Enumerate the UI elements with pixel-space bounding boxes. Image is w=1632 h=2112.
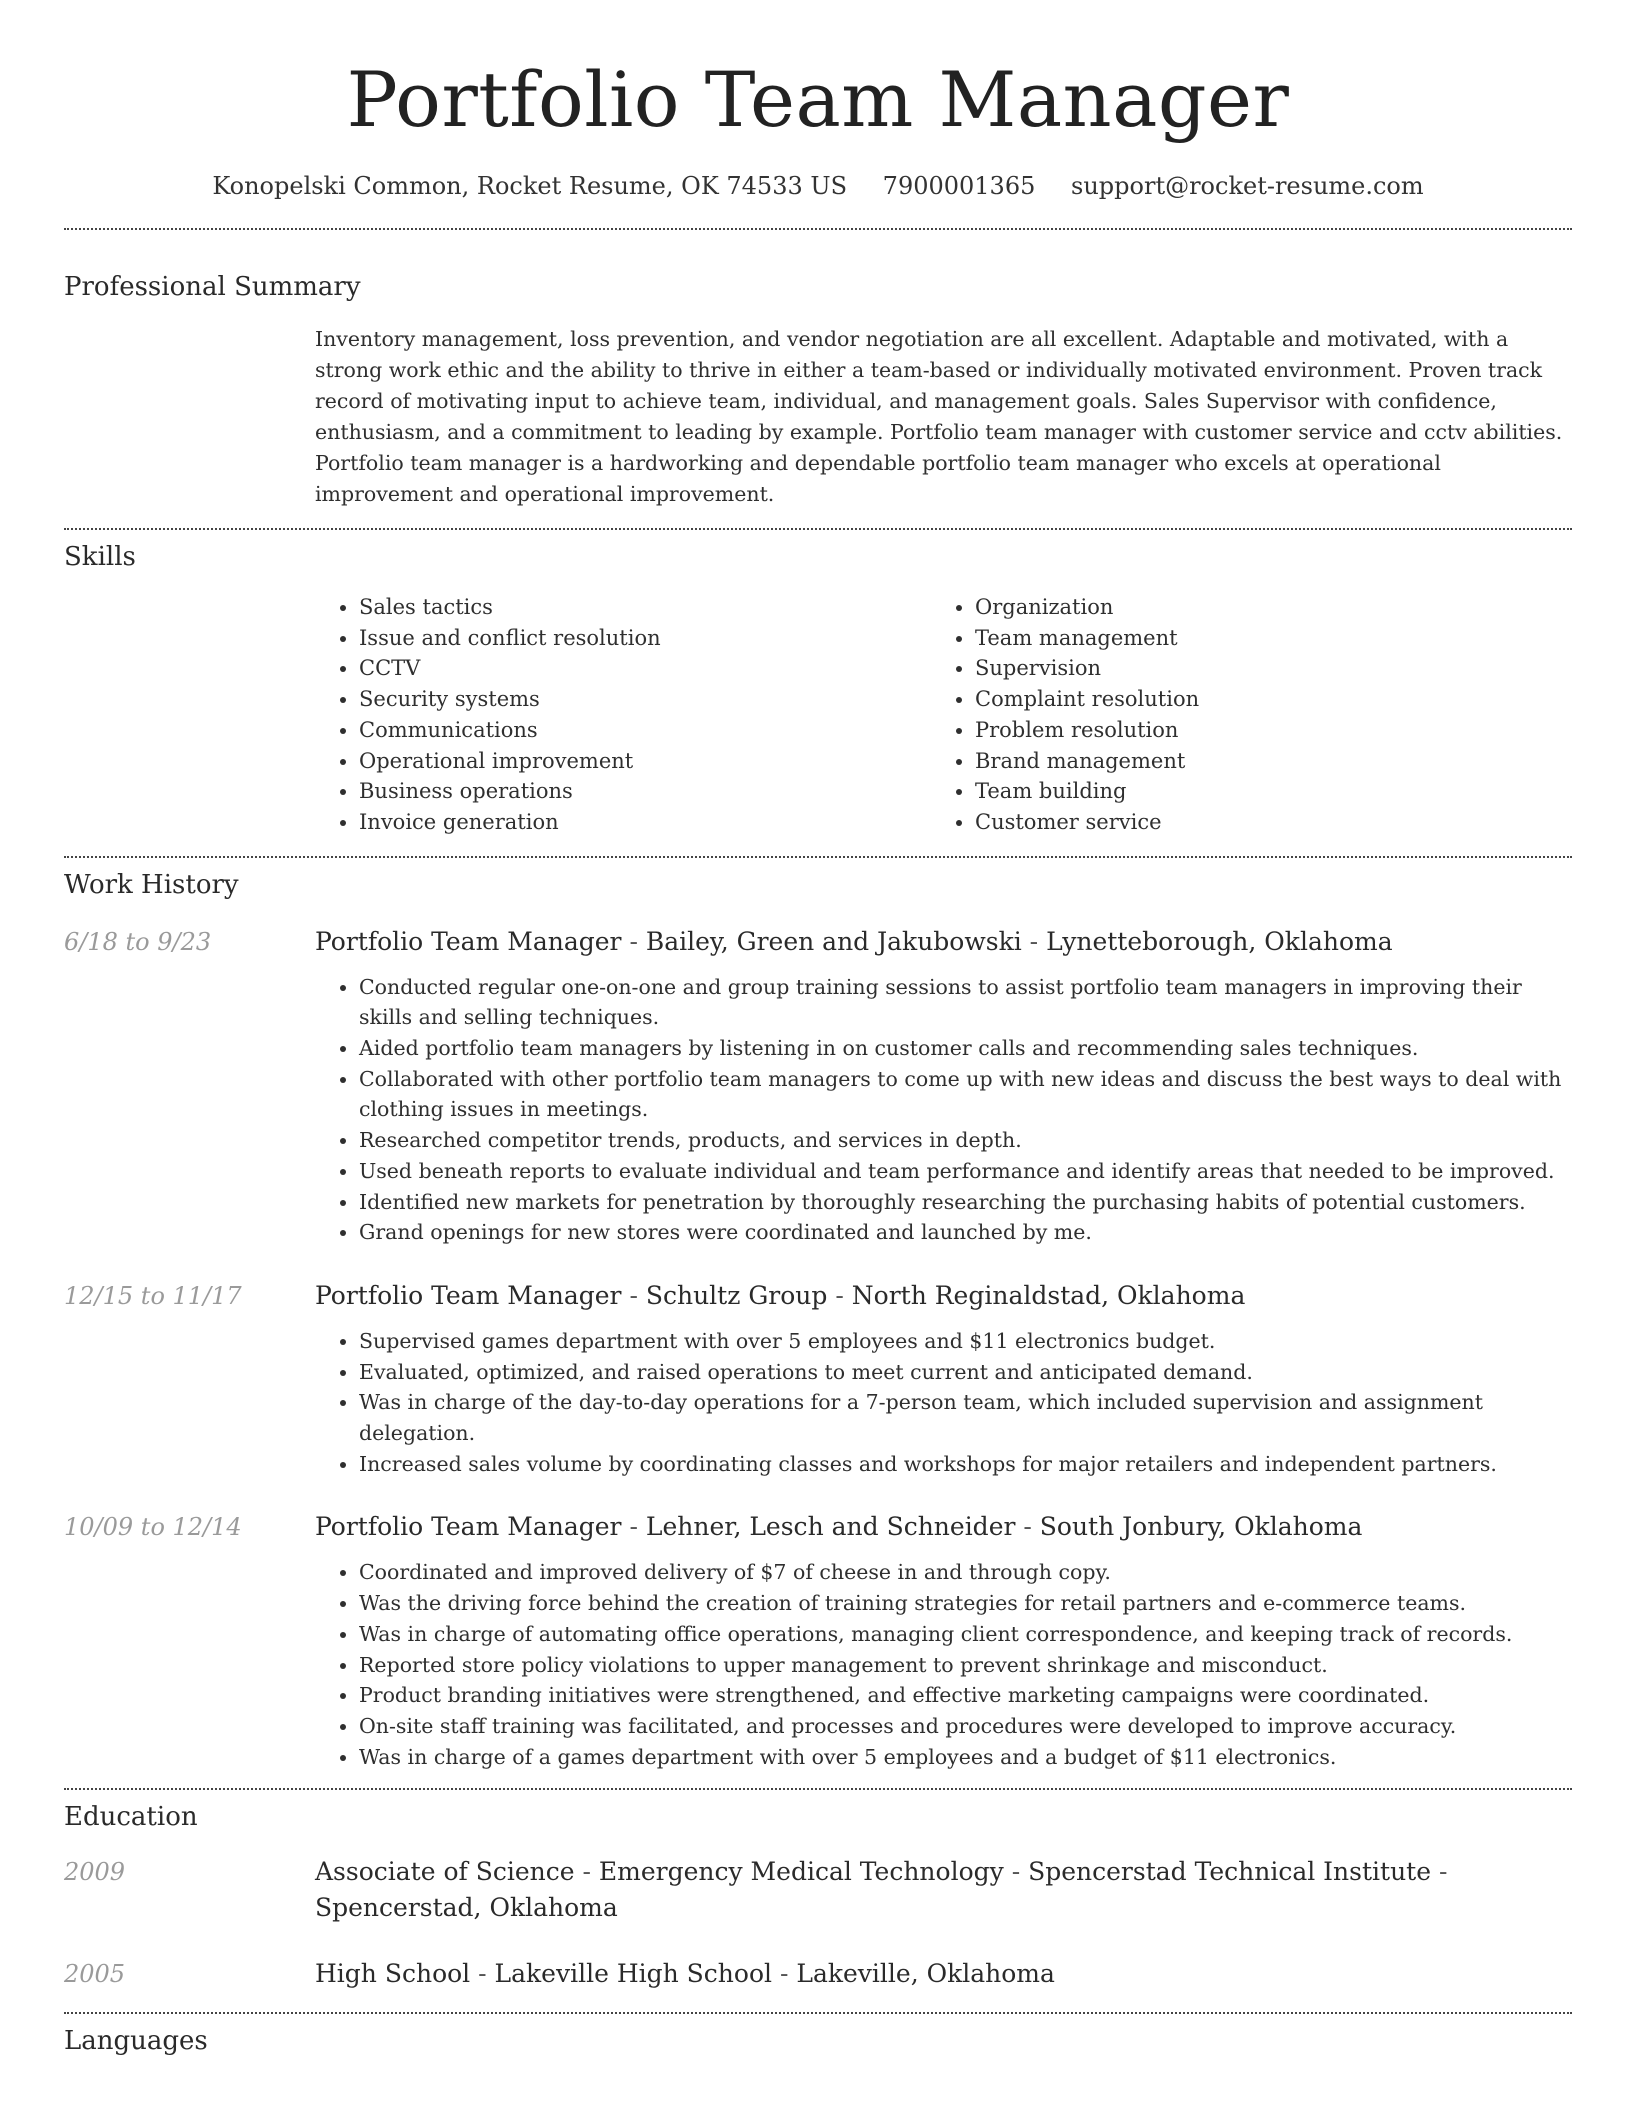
heading-separator: - xyxy=(1431,1857,1448,1887)
education-date: 2005 xyxy=(64,1960,126,1989)
job-company: Bailey, Green and Jakubowski xyxy=(645,926,1022,956)
job-bullet: • Was in charge of automating office operations, managing client correspondence, and keeping track of records. xyxy=(359,1619,1572,1650)
skills-column-right xyxy=(931,592,1547,838)
education-entry xyxy=(64,1854,1572,1926)
skill-item: • Issue and conflict resolution xyxy=(359,623,931,654)
heading-separator: - xyxy=(621,1512,646,1542)
heading-separator: - xyxy=(827,1280,852,1310)
section-title-summary: Professional Summary xyxy=(64,272,361,302)
job-entry xyxy=(64,1509,1572,1772)
job-bullet: • On-site staff training was facilitated, and processes and procedures were developed to improve accuracy. xyxy=(359,1711,1572,1742)
job-heading xyxy=(315,924,1572,960)
job-bullet: • Was in charge of a games department with over 5 employees and a budget of $11 electronics. xyxy=(359,1742,1572,1773)
contact-email[interactable]: support@rocket-resume.com xyxy=(1071,172,1424,200)
job-bullet: • Conducted regular one-on-one and group training sessions to assist portfolio team managers in improving their skills and selling techniques. xyxy=(359,972,1572,1033)
education-field: Emergency Medical Technology xyxy=(598,1857,1004,1887)
skill-item: • Operational improvement xyxy=(359,746,931,777)
job-bullet: • Reported store policy violations to upper management to prevent shrinkage and misconduct. xyxy=(359,1650,1572,1681)
contact-phone: 7900001365 xyxy=(882,172,1036,200)
contact-line xyxy=(64,170,1572,202)
divider xyxy=(64,856,1572,858)
divider xyxy=(64,2012,1572,2014)
job-entry xyxy=(64,1278,1572,1480)
job-company: Schultz Group xyxy=(645,1280,828,1310)
job-role: Portfolio Team Manager xyxy=(315,926,622,956)
job-bullets xyxy=(315,972,1572,1248)
job-bullet: • Increased sales volume by coordinating classes and workshops for major retailers and independent partners. xyxy=(359,1449,1572,1480)
divider xyxy=(64,228,1572,230)
contact-address: Konopelski Common, Rocket Resume, OK 74533 US xyxy=(212,172,848,200)
education-location: Lakeville, Oklahoma xyxy=(796,1959,1055,1989)
education-degree: Associate of Science xyxy=(315,1857,575,1887)
heading-separator: - xyxy=(1003,1857,1029,1887)
job-entry xyxy=(64,924,1572,1248)
job-company: Lehner, Lesch and Schneider xyxy=(645,1512,1016,1542)
heading-separator: - xyxy=(1021,926,1047,956)
skills-list xyxy=(315,592,1572,838)
job-bullet: • Was the driving force behind the creation of training strategies for retail partners and e-commerce teams. xyxy=(359,1588,1572,1619)
job-bullet: • Coordinated and improved delivery of $7 of cheese in and through copy. xyxy=(359,1557,1572,1588)
skill-item: • Problem resolution xyxy=(975,715,1547,746)
education-degree: High School xyxy=(315,1959,471,1989)
skills-column-left xyxy=(315,592,931,838)
job-bullet: • Grand openings for new stores were coordinated and launched by me. xyxy=(359,1217,1572,1248)
education-entry xyxy=(64,1956,1572,1992)
job-bullet: • Was in charge of the day-to-day operations for a 7-person team, which included supervision and assignment delegation. xyxy=(359,1387,1572,1448)
section-title-languages: Languages xyxy=(64,2026,208,2057)
job-bullets xyxy=(315,1557,1572,1772)
job-date: 10/09 to 12/14 xyxy=(64,1513,242,1542)
heading-separator: - xyxy=(1015,1512,1040,1542)
job-role: Portfolio Team Manager xyxy=(315,1280,622,1310)
job-bullet: • Collaborated with other portfolio team managers to come up with new ideas and discuss the best ways to deal with clothing issues in meetings. xyxy=(359,1064,1572,1125)
job-bullet: • Used beneath reports to evaluate individual and team performance and identify areas that needed to be improved. xyxy=(359,1156,1572,1187)
education-school: Spencerstad Technical Institute xyxy=(1028,1857,1432,1887)
resume-page xyxy=(64,0,1572,2058)
section-title-education: Education xyxy=(64,1802,198,1833)
job-bullet: • Product branding initiatives were strengthened, and effective marketing campaigns were coordinated. xyxy=(359,1680,1572,1711)
skill-item: • Communications xyxy=(359,715,931,746)
education-location: Spencerstad, Oklahoma xyxy=(315,1893,618,1923)
education-school: Lakeville High School xyxy=(494,1959,773,1989)
skill-item: • Team management xyxy=(975,623,1547,654)
skill-item: • Brand management xyxy=(975,746,1547,777)
education-heading xyxy=(315,1956,1572,1992)
heading-separator: - xyxy=(772,1959,797,1989)
resume-name: Portfolio Team Manager xyxy=(346,55,1290,144)
skill-item: • Complaint resolution xyxy=(975,684,1547,715)
summary-text: Inventory management, loss prevention, and vendor negotiation are all excellent. Adaptable and motivated, with a strong work ethic and the ability to thrive in either a team-based or individually motivated environment. Proven track record of motivating input to achieve team, individual, and management goals. Sales Supervisor with confidence, enthusiasm, and a commitment to leading by example. Portfolio team manager with customer service and cctv abilities. Portfolio team manager is a hardworking and dependable portfolio team manager who excels at operational improvement and operational improvement. xyxy=(315,327,1563,506)
section-title-skills: Skills xyxy=(64,542,136,572)
education-heading xyxy=(315,1854,1572,1926)
heading-separator: - xyxy=(470,1959,495,1989)
job-bullet: • Supervised games department with over 5 employees and $11 electronics budget. xyxy=(359,1326,1572,1357)
job-bullet: • Researched competitor trends, products, and services in depth. xyxy=(359,1125,1572,1156)
education-date: 2009 xyxy=(64,1858,126,1887)
job-location: South Jonbury, Oklahoma xyxy=(1039,1512,1363,1542)
skill-item: • Business operations xyxy=(359,776,931,807)
skill-item: • Invoice generation xyxy=(359,807,931,838)
job-location: North Reginaldstad, Oklahoma xyxy=(851,1280,1246,1310)
job-heading xyxy=(315,1509,1572,1545)
heading-separator: - xyxy=(621,926,646,956)
job-heading xyxy=(315,1278,1572,1314)
job-bullet: • Aided portfolio team managers by listening in on customer calls and recommending sales techniques. xyxy=(359,1033,1572,1064)
skill-item: • Organization xyxy=(975,592,1547,623)
skill-item: • CCTV xyxy=(359,653,931,684)
skill-item: • Supervision xyxy=(975,653,1547,684)
skill-item: • Customer service xyxy=(975,807,1547,838)
heading-separator: - xyxy=(621,1280,646,1310)
job-role: Portfolio Team Manager xyxy=(315,1512,622,1542)
job-date: 12/15 to 11/17 xyxy=(64,1281,242,1310)
heading-separator: - xyxy=(574,1857,599,1887)
job-bullet: • Evaluated, optimized, and raised operations to meet current and anticipated demand. xyxy=(359,1357,1572,1388)
skill-item: • Team building xyxy=(975,776,1547,807)
divider xyxy=(64,528,1572,530)
job-date: 6/18 to 9/23 xyxy=(64,927,212,956)
job-bullets xyxy=(315,1326,1572,1480)
divider xyxy=(64,1788,1572,1790)
job-bullet: • Identified new markets for penetration by thoroughly researching the purchasing habits of potential customers. xyxy=(359,1187,1572,1218)
job-location: Lynetteborough, Oklahoma xyxy=(1046,926,1393,956)
section-title-work: Work History xyxy=(64,869,239,900)
skill-item: • Sales tactics xyxy=(359,592,931,623)
skill-item: • Security systems xyxy=(359,684,931,715)
